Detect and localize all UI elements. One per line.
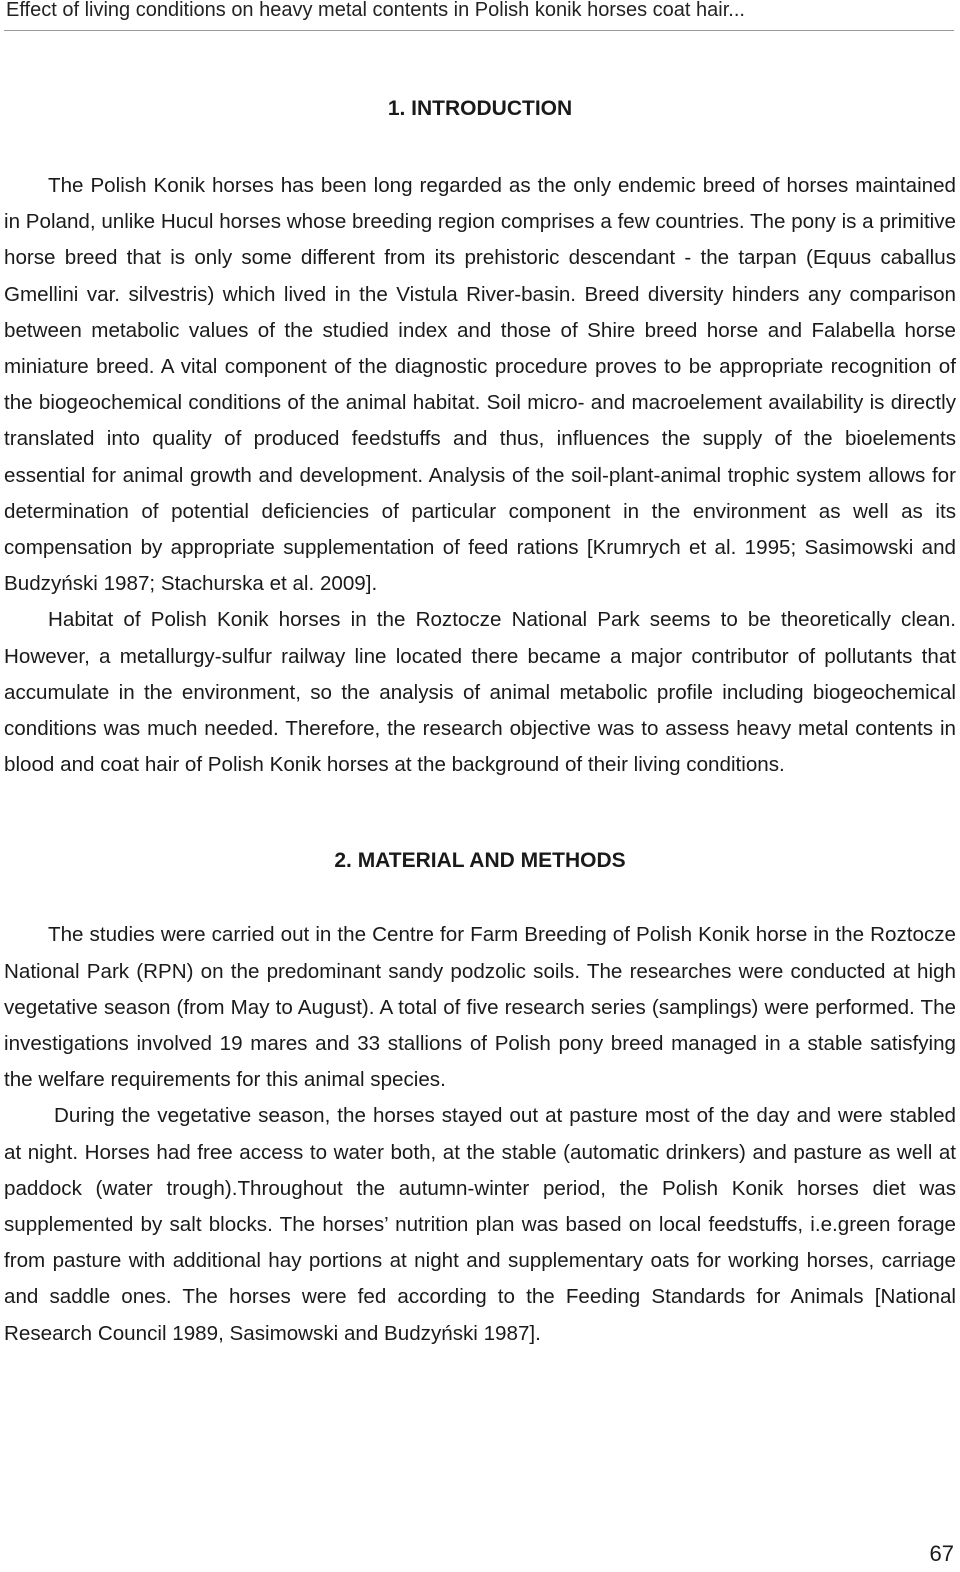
paragraph: Habitat of Polish Konik horses in the Roztocze National Park seems to be theoretically clean. However, a metallurgy-sulfur railway line located there became a major contributor of pollutants that accumulate in the environment, so the analysis of animal metabolic profile including biogeochemical conditions was much needed. Therefore, the research objective was to assess heavy metal contents in blood and coat hair of Polish Konik horses at the background of their living conditions. <box>4 608 956 777</box>
paragraph: The Polish Konik horses has been long regarded as the only endemic breed of horses maintained in Poland, unlike Hucul horses whose breeding region comprises a few countries. The pony is a primitive horse breed that is only some different from its prehistoric descendant - the tarpan (Equus caballus Gmellini var. silvestris) which lived in the Vistula River-basin. Breed diversity hinders any comparison between metabolic values of the studied index and those of Shire breed horse and Falabella horse miniature breed. A vital component of the diagnostic procedure proves to be appropriate recognition of the biogeochemical conditions of the animal habitat. Soil micro- and macroelement availability is directly translated into quality of produced feedstuffs and thus, influences the supply of the bioelements essential for animal growth and development. Analysis of the soil-plant-animal trophic system allows for determination of potential deficiencies of particular component in the environment as well as its compensation by appropriate supplementation of feed rations [Krumrych et al. 1995; Sasimowski and Budzyński 1987; Stachurska et al. 2009]. <box>4 174 956 596</box>
page-number: 67 <box>929 1541 954 1566</box>
paragraph: During the vegetative season, the horses stayed out at pasture most of the day and were stabled at night. Horses had free access to water both, at the stable (automatic drinkers) and pasture as well at paddock (water trough).Throughout the autumn-winter period, the Polish Konik horses diet was supplemented by salt blocks. The horses’ nutrition plan was based on local feedstuffs, i.e.green forage from pasture with additional hay portions at night and supplementary oats for working horses, carriage and saddle ones. The horses were fed according to the Feeding Standards for Animals [National Research Council 1989, Sasimowski and Budzyński 1987]. <box>4 1104 956 1345</box>
header-divider <box>4 30 954 31</box>
section-material-and-methods <box>4 845 956 1351</box>
section-heading-methods: 2. MATERIAL AND METHODS <box>334 849 626 873</box>
running-header: Effect of living conditions on heavy metal contents in Polish konik horses coat hair... <box>6 0 745 21</box>
paragraph: The studies were carried out in the Centre for Farm Breeding of Polish Konik horse in the Roztocze National Park (RPN) on the predominant sandy podzolic soils. The researches were conducted at high vegetative season (from May to August). A total of five research series (samplings) were performed. The investigations involved 19 mares and 33 stallions of Polish pony breed managed in a stable satisfying the welfare requirements for this animal species. <box>4 923 956 1092</box>
page-body <box>4 93 956 1352</box>
section-introduction <box>4 93 956 783</box>
section-heading-introduction: 1. INTRODUCTION <box>387 97 573 120</box>
